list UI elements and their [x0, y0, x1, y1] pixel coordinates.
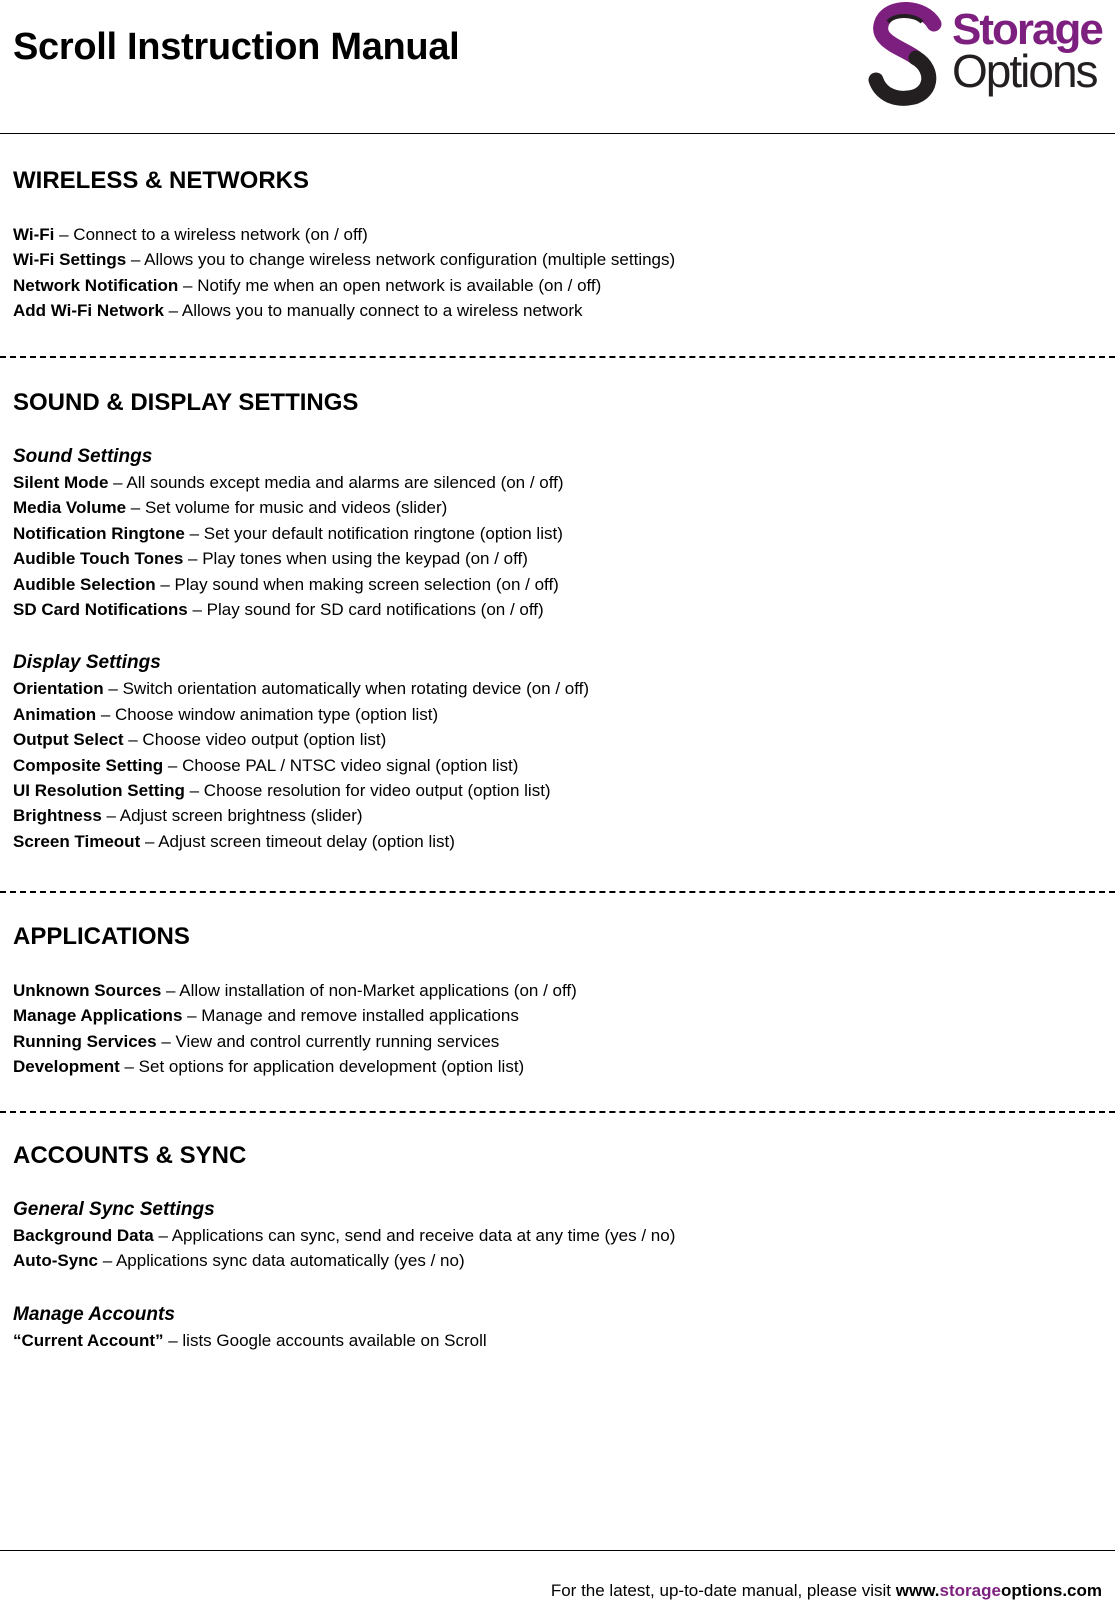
header-divider [0, 133, 1115, 134]
storage-options-s-mark-icon [864, 0, 954, 108]
list-item [13, 222, 1103, 247]
page-header [0, 0, 1115, 134]
item-description: – Allows you to change wireless network configuration (multiple settings) [126, 250, 676, 270]
item-description: – Connect to a wireless network (on / off) [54, 225, 368, 244]
item-term: Brightness [13, 806, 102, 826]
subheading-sound-settings: Sound Settings [13, 446, 153, 467]
list-item [13, 753, 1103, 778]
item-term: Background Data [13, 1226, 154, 1245]
section-wireless-networks [13, 166, 1103, 324]
subheading-manage-accounts: Manage Accounts [13, 1303, 175, 1325]
section-heading: APPLICATIONS [13, 923, 190, 950]
list-item [13, 273, 1103, 298]
logo-wordmark [952, 5, 1102, 97]
item-term: SD Card Notifications [13, 599, 188, 619]
item-description: – Play tones when using the keypad (on / off) [183, 549, 528, 569]
list-item [13, 978, 1103, 1003]
logo-word-storage: Storage [952, 5, 1102, 54]
item-description: – Applications sync data automatically (yes / no) [98, 1251, 465, 1271]
item-term: UI Resolution Setting [13, 780, 185, 800]
list-item [13, 1328, 1103, 1353]
section-sound-display [13, 388, 1103, 854]
url-suffix: options.com [1000, 1581, 1102, 1600]
item-description: – Adjust screen brightness (slider) [101, 806, 363, 826]
url-accent: storage [939, 1581, 1001, 1600]
list-item [13, 676, 1103, 701]
footer-text: For the latest, up-to-date manual, please visit [550, 1581, 896, 1600]
list-item [13, 829, 1103, 854]
item-description: – Applications can sync, send and receive data at any time (yes / no) [153, 1226, 676, 1245]
list-item [13, 803, 1103, 828]
item-term: Network Notification [13, 275, 179, 295]
footer-divider [0, 1550, 1115, 1551]
item-description: – Notify me when an open network is available (on / off) [178, 275, 602, 295]
section-accounts-sync [13, 1141, 1103, 1353]
item-term: Audible Selection [13, 574, 156, 594]
item-term: Manage Applications [13, 1006, 183, 1026]
item-description: – All sounds except media and alarms are silenced (on / off) [108, 473, 564, 492]
list-item [13, 1223, 1103, 1248]
list-item [13, 727, 1103, 752]
item-description: – Allows you to manually connect to a wireless network [163, 301, 583, 321]
item-description: – View and control currently running services [156, 1031, 500, 1051]
storage-options-logo [864, 0, 1104, 108]
list-item [13, 778, 1103, 803]
item-term: Audible Touch Tones [13, 549, 184, 569]
section-applications [13, 922, 1103, 1080]
subheading-general-sync-settings: General Sync Settings [13, 1199, 215, 1220]
item-description: – Manage and remove installed applications [182, 1006, 519, 1026]
subheading-display-settings: Display Settings [13, 652, 161, 674]
list-item [13, 1054, 1103, 1079]
item-term: Running Services [13, 1031, 157, 1051]
item-term: Wi-Fi [13, 225, 55, 244]
item-description: – Allow installation of non-Market applications (on / off) [161, 981, 577, 1000]
item-description: – Choose resolution for video output (option list) [184, 780, 551, 800]
item-description: – Adjust screen timeout delay (option list) [140, 831, 455, 851]
item-description: – Play sound for SD card notifications (on / off) [187, 599, 544, 619]
list-item [13, 1003, 1103, 1028]
item-term: Wi-Fi Settings [13, 250, 127, 270]
item-term: Screen Timeout [13, 831, 141, 851]
item-term: Animation [13, 704, 97, 724]
item-description: – Choose video output (option list) [123, 730, 387, 750]
section-divider [0, 1111, 1115, 1113]
item-description: – Choose PAL / NTSC video signal (option list) [163, 755, 519, 775]
item-term: Auto-Sync [13, 1251, 98, 1271]
list-item [13, 597, 1103, 622]
section-divider [0, 891, 1115, 893]
footer-note [551, 1581, 1102, 1601]
item-description: – Play sound when making screen selection (on / off) [155, 574, 559, 594]
item-description: – lists Google accounts available on Scroll [163, 1330, 487, 1350]
item-term: Orientation [13, 679, 104, 699]
section-heading: SOUND & DISPLAY SETTINGS [13, 389, 359, 416]
list-item [13, 247, 1103, 272]
logo-word-options: Options [952, 45, 1097, 97]
list-item [13, 702, 1103, 727]
item-term: “Current Account” [13, 1330, 164, 1350]
url-prefix: www. [895, 1581, 940, 1600]
footer-website-link[interactable] [896, 1581, 1102, 1600]
item-term: Composite Setting [13, 755, 164, 775]
item-description: – Set your default notification ringtone (option list) [184, 523, 563, 543]
item-description: – Set volume for music and videos (slider) [126, 498, 448, 518]
list-item [13, 521, 1103, 546]
item-term: Output Select [13, 730, 124, 750]
item-term: Notification Ringtone [13, 523, 185, 543]
list-item [13, 572, 1103, 597]
item-term: Development [13, 1057, 120, 1077]
item-term: Unknown Sources [13, 981, 162, 1000]
list-item [13, 1029, 1103, 1054]
item-description: – Set options for application development (option list) [119, 1057, 525, 1077]
item-description: – Switch orientation automatically when rotating device (on / off) [103, 679, 590, 699]
list-item [13, 1248, 1103, 1273]
item-term: Add Wi-Fi Network [13, 301, 164, 321]
item-term: Silent Mode [13, 473, 109, 492]
item-description: – Choose window animation type (option list) [96, 704, 439, 724]
list-item [13, 298, 1103, 323]
section-heading: ACCOUNTS & SYNC [13, 1142, 247, 1169]
section-divider [0, 356, 1115, 358]
page-title: Scroll Instruction Manual [13, 26, 460, 68]
list-item [13, 546, 1103, 571]
list-item [13, 495, 1103, 520]
section-heading: WIRELESS & NETWORKS [13, 167, 310, 194]
list-item [13, 470, 1103, 495]
item-term: Media Volume [13, 498, 127, 518]
